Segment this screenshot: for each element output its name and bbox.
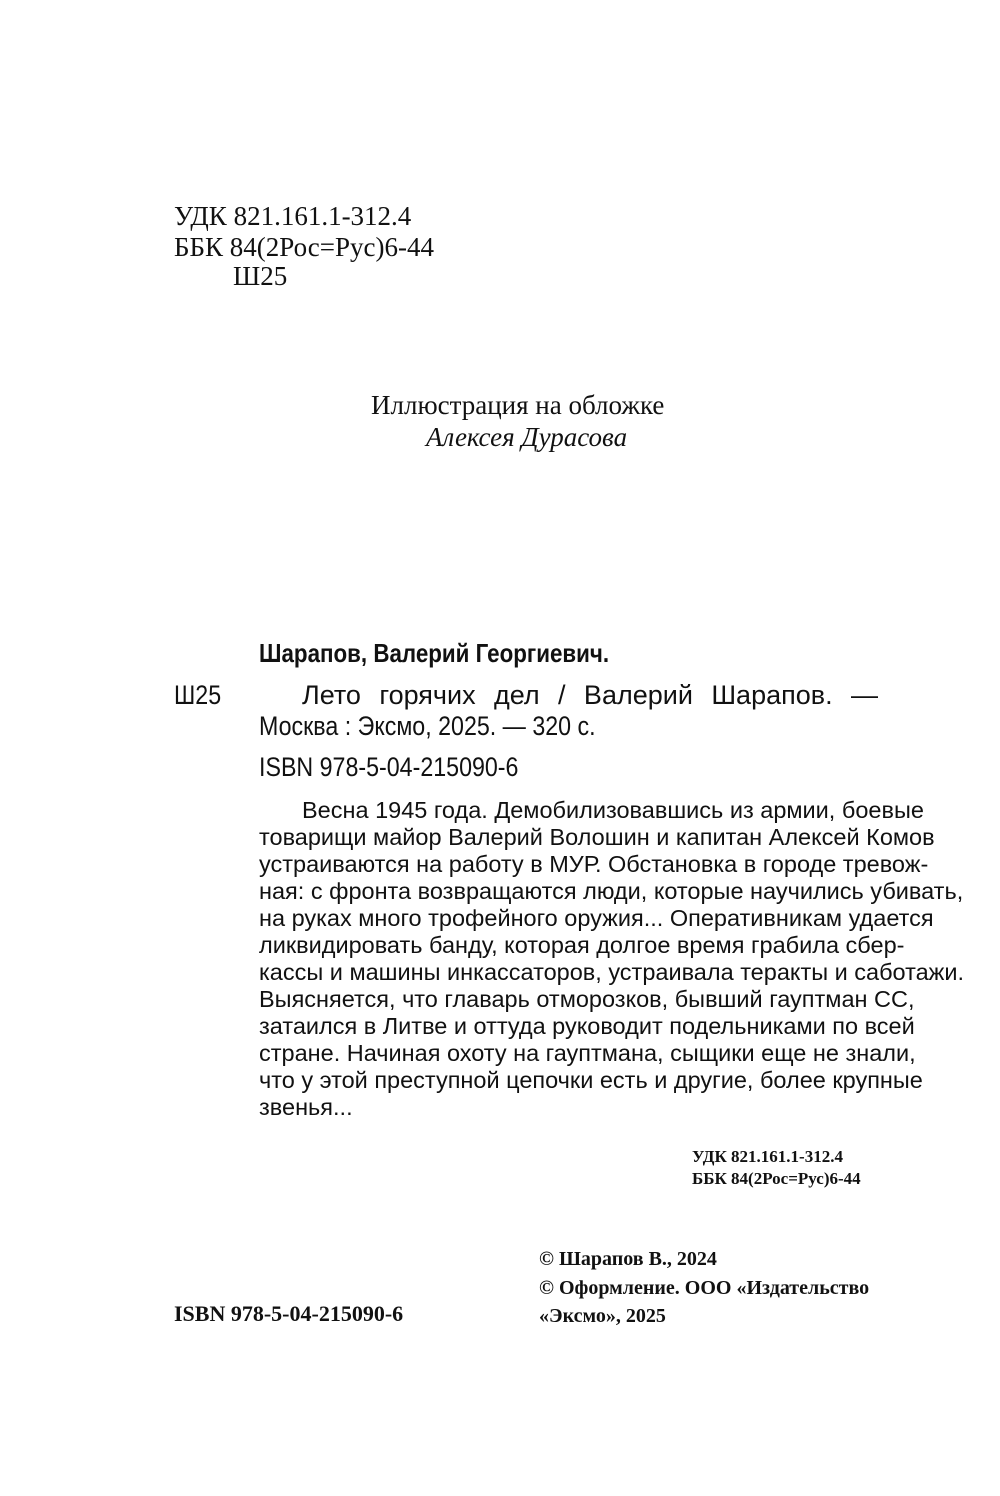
annotation-line: что у этой преступной цепочки есть и другие, более крупные — [259, 1067, 923, 1093]
copyright-publisher: «Эксмо», 2025 — [539, 1305, 666, 1327]
catalog-title-line: Лето горячих дел / Валерий Шарапов. — — [302, 680, 878, 710]
catalog-imprint-line: Москва : Эксмо, 2025. — 320 с. — [259, 711, 596, 741]
annotation-line: ликвидировать банду, которая долгое время грабила сбер- — [259, 932, 905, 958]
annotation-line: Выясняется, что главарь отморозков, бывший гауптман СС, — [259, 986, 915, 1012]
annotation-line: товарищи майор Валерий Волошин и капитан Алексей Комов — [259, 824, 935, 850]
udk-code: УДК 821.161.1-312.4 — [174, 201, 412, 231]
annotation-paragraph — [259, 797, 965, 1121]
annotation-line: звенья... — [259, 1094, 353, 1120]
catalog-author-heading: Шарапов, Валерий Георгиевич. — [259, 638, 610, 668]
annotation-line: ная: с фронта возвращаются люди, которые научились убивать, — [259, 878, 964, 904]
illustration-credit-name: Алексея Дурасова — [426, 422, 628, 452]
copyright-design: © Оформление. ООО «Издательство — [539, 1277, 870, 1299]
copyright-author: © Шарапов В., 2024 — [539, 1248, 717, 1270]
annotation-line: кассы и машины инкассаторов, устраивала теракты и саботажи. — [259, 959, 965, 985]
catalog-isbn: ISBN 978-5-04-215090-6 — [259, 752, 519, 782]
annotation-line: на руках много трофейного оружия... Оперативникам удается — [259, 905, 934, 931]
annotation-line: Весна 1945 года. Демобилизовавшись из армии, боевые — [302, 797, 924, 823]
annotation-line: устраиваются на работу в МУР. Обстановка в городе тревож- — [259, 851, 929, 877]
catalog-shelf-mark: Ш25 — [174, 680, 222, 710]
bbk-code-bottom: ББК 84(2Рос=Рус)6-44 — [692, 1169, 861, 1188]
bbk-code: ББК 84(2Рос=Рус)6-44 — [174, 232, 434, 262]
annotation-line: стране. Начиная охоту на гауптмана, сыщики еще не знали, — [259, 1040, 916, 1066]
annotation-line: затаился в Литве и оттуда руководит подельниками по всей — [259, 1013, 915, 1039]
author-mark: Ш25 — [233, 261, 288, 291]
illustration-credit-label: Иллюстрация на обложке — [371, 390, 665, 420]
udk-code-bottom: УДК 821.161.1-312.4 — [692, 1147, 843, 1166]
isbn-bottom: ISBN 978-5-04-215090-6 — [174, 1301, 404, 1326]
